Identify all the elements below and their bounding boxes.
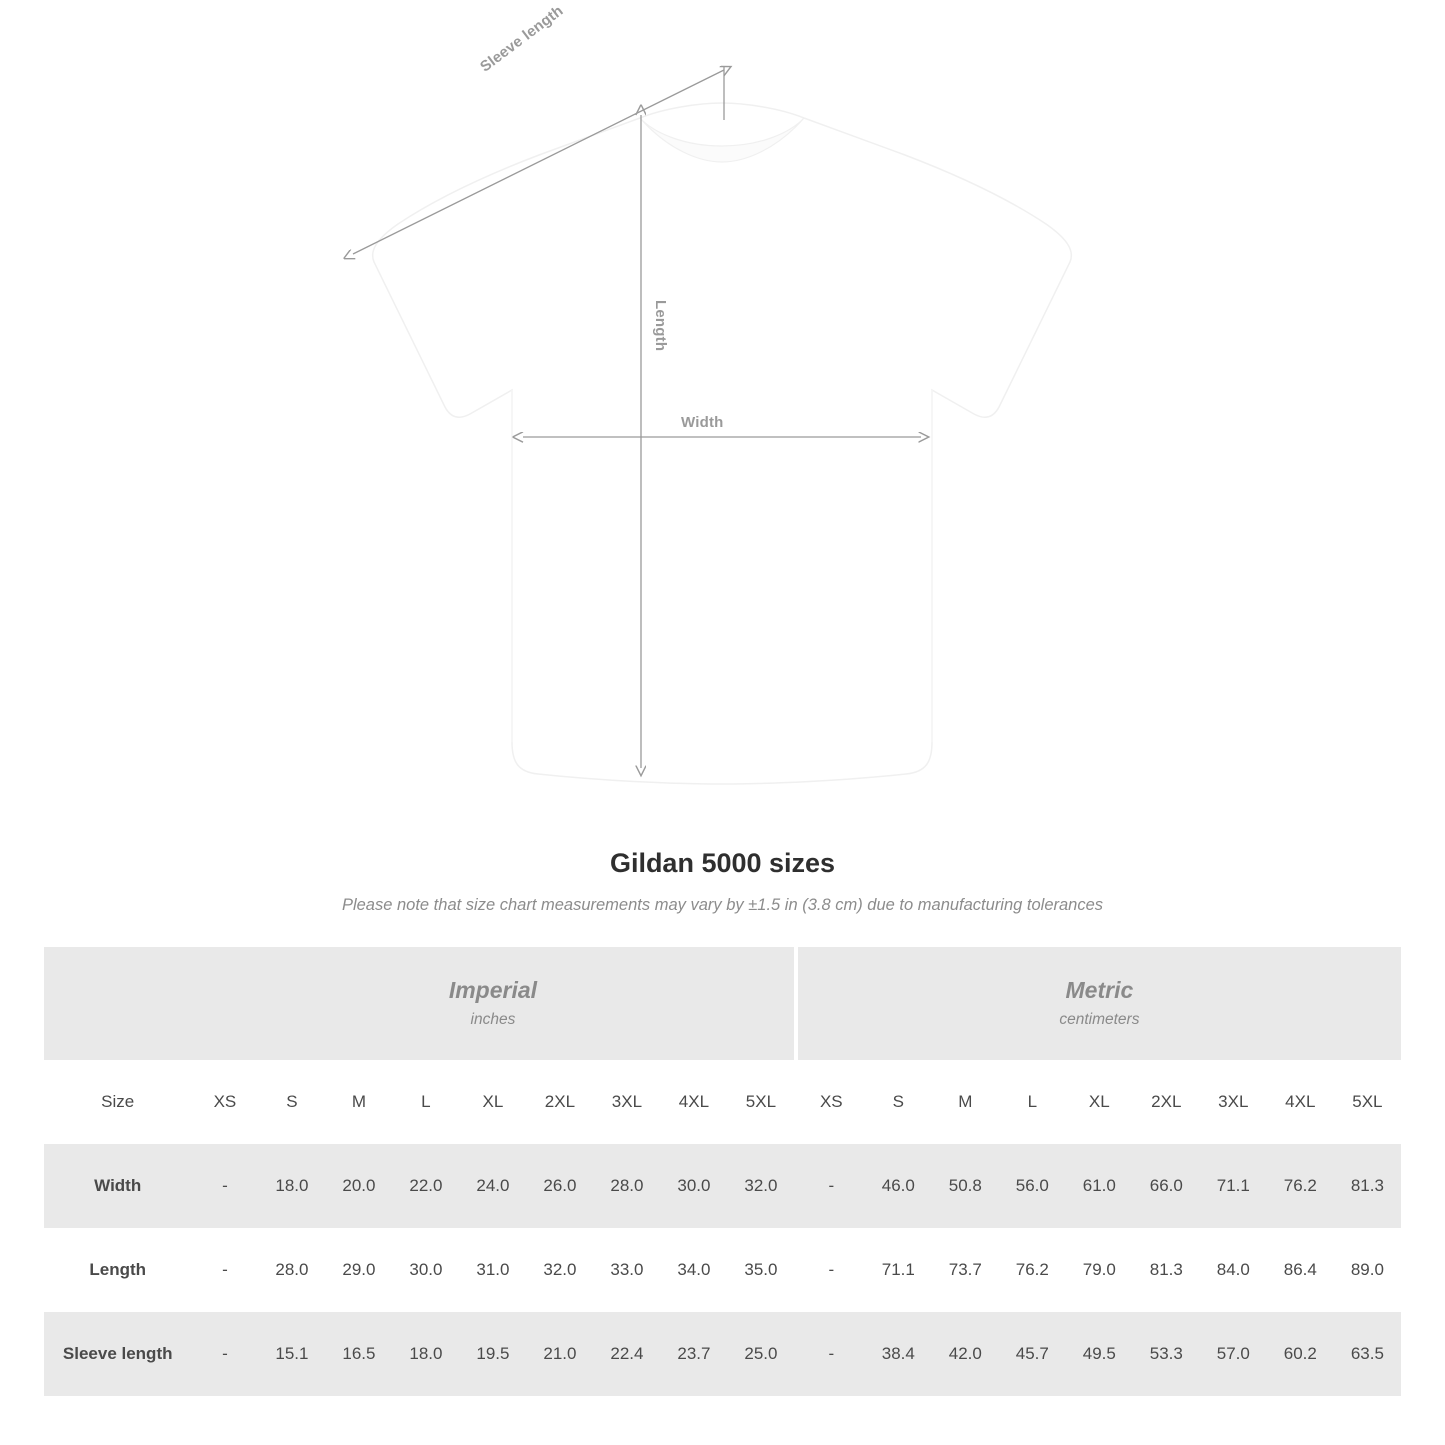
cell-length-metric-s: 71.1 xyxy=(865,1228,932,1312)
cell-width-metric-5xl: 81.3 xyxy=(1334,1144,1401,1228)
width-dimension-label: Width xyxy=(681,414,724,431)
cell-width-metric-xs: - xyxy=(798,1144,865,1228)
cell-sleeve-imperial-3xl: 22.4 xyxy=(593,1312,660,1396)
cell-length-metric-xs: - xyxy=(798,1228,865,1312)
cell-length-imperial-3xl: 33.0 xyxy=(593,1228,660,1312)
cell-length-metric-2xl: 81.3 xyxy=(1133,1228,1200,1312)
cell-width-metric-3xl: 71.1 xyxy=(1200,1144,1267,1228)
cell-length-metric-4xl: 86.4 xyxy=(1267,1228,1334,1312)
metric-unit-cell xyxy=(798,947,1401,1060)
table-row xyxy=(44,1228,1401,1312)
cell-sleeve-imperial-xl: 19.5 xyxy=(459,1312,526,1396)
cell-width-metric-2xl: 66.0 xyxy=(1133,1144,1200,1228)
size-header-label: Size xyxy=(44,1060,191,1144)
cell-sleeve-imperial-5xl: 25.0 xyxy=(727,1312,794,1396)
col-head-imperial-2xl: 2XL xyxy=(526,1060,593,1144)
col-head-imperial-4xl: 4XL xyxy=(660,1060,727,1144)
cell-length-imperial-4xl: 34.0 xyxy=(660,1228,727,1312)
cell-length-imperial-m: 29.0 xyxy=(325,1228,392,1312)
cell-sleeve-imperial-s: 15.1 xyxy=(258,1312,325,1396)
cell-length-imperial-s: 28.0 xyxy=(258,1228,325,1312)
metric-unit-sub: centimeters xyxy=(1059,1010,1140,1028)
row-label-length: Length xyxy=(44,1228,191,1312)
col-head-metric-4xl: 4XL xyxy=(1267,1060,1334,1144)
cell-sleeve-metric-4xl: 60.2 xyxy=(1267,1312,1334,1396)
cell-sleeve-metric-m: 42.0 xyxy=(932,1312,999,1396)
cell-sleeve-metric-2xl: 53.3 xyxy=(1133,1312,1200,1396)
col-head-imperial-3xl: 3XL xyxy=(593,1060,660,1144)
cell-length-metric-xl: 79.0 xyxy=(1066,1228,1133,1312)
col-head-metric-2xl: 2XL xyxy=(1133,1060,1200,1144)
sleeve-length-dimension-label: Sleeve length xyxy=(477,2,567,76)
cell-width-metric-4xl: 76.2 xyxy=(1267,1144,1334,1228)
col-head-imperial-m: M xyxy=(325,1060,392,1144)
col-head-metric-5xl: 5XL xyxy=(1334,1060,1401,1144)
row-label-sleeve-length: Sleeve length xyxy=(44,1312,191,1396)
cell-width-metric-l: 56.0 xyxy=(999,1144,1066,1228)
col-head-metric-m: M xyxy=(932,1060,999,1144)
length-dimension-label: Length xyxy=(652,300,669,352)
cell-length-metric-l: 76.2 xyxy=(999,1228,1066,1312)
cell-length-imperial-2xl: 32.0 xyxy=(526,1228,593,1312)
imperial-unit-cell xyxy=(191,947,794,1060)
table-row xyxy=(44,1144,1401,1228)
cell-sleeve-metric-5xl: 63.5 xyxy=(1334,1312,1401,1396)
metric-unit-name: Metric xyxy=(1065,977,1134,1004)
cell-width-imperial-3xl: 28.0 xyxy=(593,1144,660,1228)
row-label-width: Width xyxy=(44,1144,191,1228)
col-head-metric-l: L xyxy=(999,1060,1066,1144)
col-head-imperial-xl: XL xyxy=(459,1060,526,1144)
col-head-imperial-xs: XS xyxy=(191,1060,258,1144)
col-head-imperial-s: S xyxy=(258,1060,325,1144)
cell-sleeve-imperial-2xl: 21.0 xyxy=(526,1312,593,1396)
cell-width-imperial-xl: 24.0 xyxy=(459,1144,526,1228)
cell-width-imperial-xs: - xyxy=(191,1144,258,1228)
imperial-unit-sub: inches xyxy=(470,1010,516,1028)
title-block xyxy=(0,848,1445,915)
tshirt-shape xyxy=(373,103,1072,784)
cell-length-metric-3xl: 84.0 xyxy=(1200,1228,1267,1312)
unit-spacer-cell xyxy=(44,947,191,1060)
col-head-metric-xl: XL xyxy=(1066,1060,1133,1144)
cell-width-imperial-4xl: 30.0 xyxy=(660,1144,727,1228)
cell-width-imperial-5xl: 32.0 xyxy=(727,1144,794,1228)
cell-length-imperial-xs: - xyxy=(191,1228,258,1312)
col-head-metric-s: S xyxy=(865,1060,932,1144)
cell-width-metric-xl: 61.0 xyxy=(1066,1144,1133,1228)
col-head-metric-3xl: 3XL xyxy=(1200,1060,1267,1144)
cell-length-imperial-xl: 31.0 xyxy=(459,1228,526,1312)
cell-sleeve-imperial-l: 18.0 xyxy=(392,1312,459,1396)
tolerance-note: Please note that size chart measurements may vary by ±1.5 in (3.8 cm) due to manufacturing tolerances xyxy=(341,896,1104,914)
size-table-wrapper xyxy=(44,947,1401,1396)
cell-length-metric-m: 73.7 xyxy=(932,1228,999,1312)
col-head-imperial-5xl: 5XL xyxy=(727,1060,794,1144)
size-table xyxy=(44,947,1401,1396)
unit-header-row xyxy=(44,947,1401,1060)
size-header-row xyxy=(44,1060,1401,1144)
cell-width-imperial-2xl: 26.0 xyxy=(526,1144,593,1228)
cell-sleeve-metric-3xl: 57.0 xyxy=(1200,1312,1267,1396)
cell-width-imperial-l: 22.0 xyxy=(392,1144,459,1228)
cell-width-imperial-s: 18.0 xyxy=(258,1144,325,1228)
cell-sleeve-metric-xl: 49.5 xyxy=(1066,1312,1133,1396)
cell-sleeve-imperial-xs: - xyxy=(191,1312,258,1396)
cell-length-imperial-l: 30.0 xyxy=(392,1228,459,1312)
cell-sleeve-metric-s: 38.4 xyxy=(865,1312,932,1396)
cell-sleeve-metric-xs: - xyxy=(798,1312,865,1396)
cell-length-metric-5xl: 89.0 xyxy=(1334,1228,1401,1312)
cell-sleeve-metric-l: 45.7 xyxy=(999,1312,1066,1396)
col-head-imperial-l: L xyxy=(392,1060,459,1144)
cell-length-imperial-5xl: 35.0 xyxy=(727,1228,794,1312)
cell-width-metric-s: 46.0 xyxy=(865,1144,932,1228)
table-row xyxy=(44,1312,1401,1396)
cell-width-imperial-m: 20.0 xyxy=(325,1144,392,1228)
cell-sleeve-imperial-m: 16.5 xyxy=(325,1312,392,1396)
cell-width-metric-m: 50.8 xyxy=(932,1144,999,1228)
col-head-metric-xs: XS xyxy=(798,1060,865,1144)
imperial-unit-name: Imperial xyxy=(448,977,538,1004)
page-title: Gildan 5000 sizes xyxy=(609,848,836,878)
cell-sleeve-imperial-4xl: 23.7 xyxy=(660,1312,727,1396)
